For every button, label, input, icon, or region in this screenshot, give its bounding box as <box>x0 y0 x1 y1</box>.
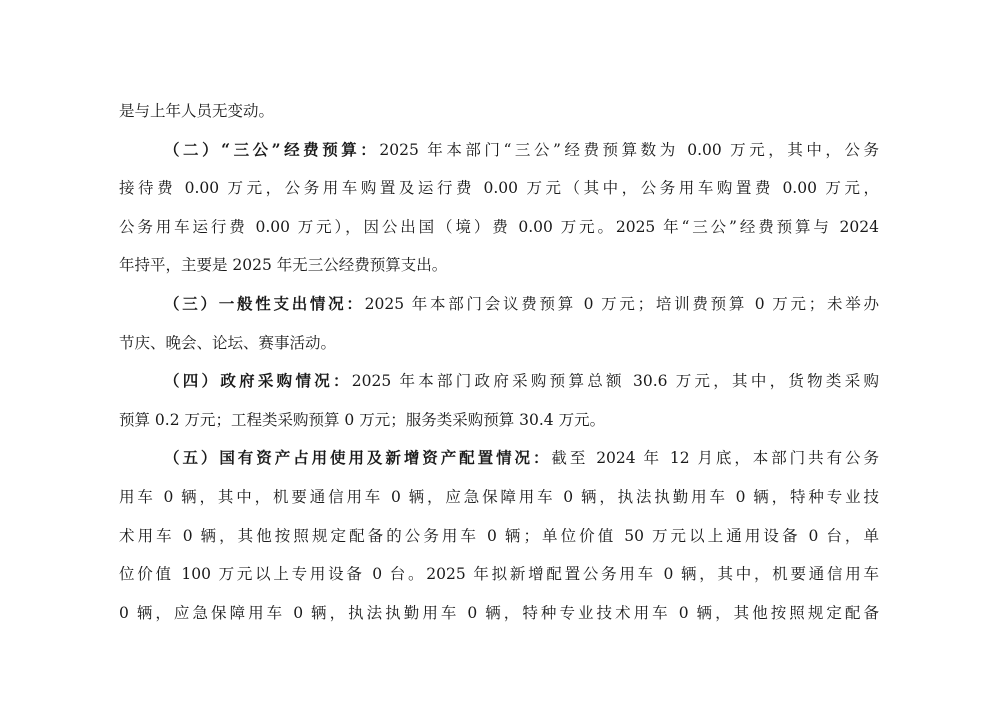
line-text: 2025 年本部门“三公”经费预算数为 0.00 万元，其中，公务 <box>379 140 879 159</box>
text-line <box>119 246 879 285</box>
line-text: 年持平，主要是 2025 年无三公经费预算支出。 <box>119 256 448 275</box>
section-heading-5: （五）国有资产占用使用及新增资产配置情况： <box>164 448 552 468</box>
section-heading-line <box>119 285 879 324</box>
section-heading-3: （三）一般性支出情况： <box>164 293 365 313</box>
section-heading-4: （四）政府采购情况： <box>164 371 352 391</box>
section-heading-line <box>119 362 879 401</box>
line-text: 节庆、晚会、论坛、赛事活动。 <box>119 333 337 352</box>
text-line <box>119 169 879 208</box>
text-line <box>119 208 879 247</box>
line-text: 用车 0 辆，其中，机要通信用车 0 辆，应急保障用车 0 辆，执法执勤用车 0 辆，特种专业技 <box>119 487 879 506</box>
line-text: 接待费 0.00 万元，公务用车购置及运行费 0.00 万元（其中，公务用车购置费 0.00 万元， <box>119 179 879 198</box>
section-heading-line <box>119 439 879 478</box>
text-line <box>119 401 879 440</box>
document-body <box>119 92 879 632</box>
line-text: 2025 年本部门会议费预算 0 万元；培训费预算 0 万元；未举办 <box>364 294 879 313</box>
text-line <box>119 555 879 594</box>
line-text: 位价值 100 万元以上专用设备 0 台。2025 年拟新增配置公务用车 0 辆，其中，机要通信用车 <box>119 565 879 584</box>
line-text: 是与上年人员无变动。 <box>119 102 275 120</box>
line-text: 截至 2024 年 12 月底，本部门共有公务 <box>551 449 879 468</box>
line-text: 公务用车运行费 0.00 万元），因公出国（境）费 0.00 万元。2025 年“三公”经费预算与 2024 <box>119 217 879 236</box>
text-line <box>119 324 879 363</box>
text-line <box>119 594 879 633</box>
text-line <box>119 517 879 556</box>
line-text: 2025 年本部门政府采购预算总额 30.6 万元，其中，货物类采购 <box>351 372 879 391</box>
section-heading-line <box>119 131 879 170</box>
line-text: 预算 0.2 万元；工程类采购预算 0 万元；服务类采购预算 30.4 万元。 <box>119 410 606 429</box>
text-line <box>119 478 879 517</box>
line-text: 0 辆，应急保障用车 0 辆，执法执勤用车 0 辆，特种专业技术用车 0 辆，其他按照规定配备 <box>119 603 879 622</box>
line-text: 术用车 0 辆，其他按照规定配备的公务用车 0 辆；单位价值 50 万元以上通用设备 0 台，单 <box>119 526 879 545</box>
section-heading-2: （二）“三公”经费预算： <box>164 139 380 159</box>
text-line <box>119 92 879 131</box>
